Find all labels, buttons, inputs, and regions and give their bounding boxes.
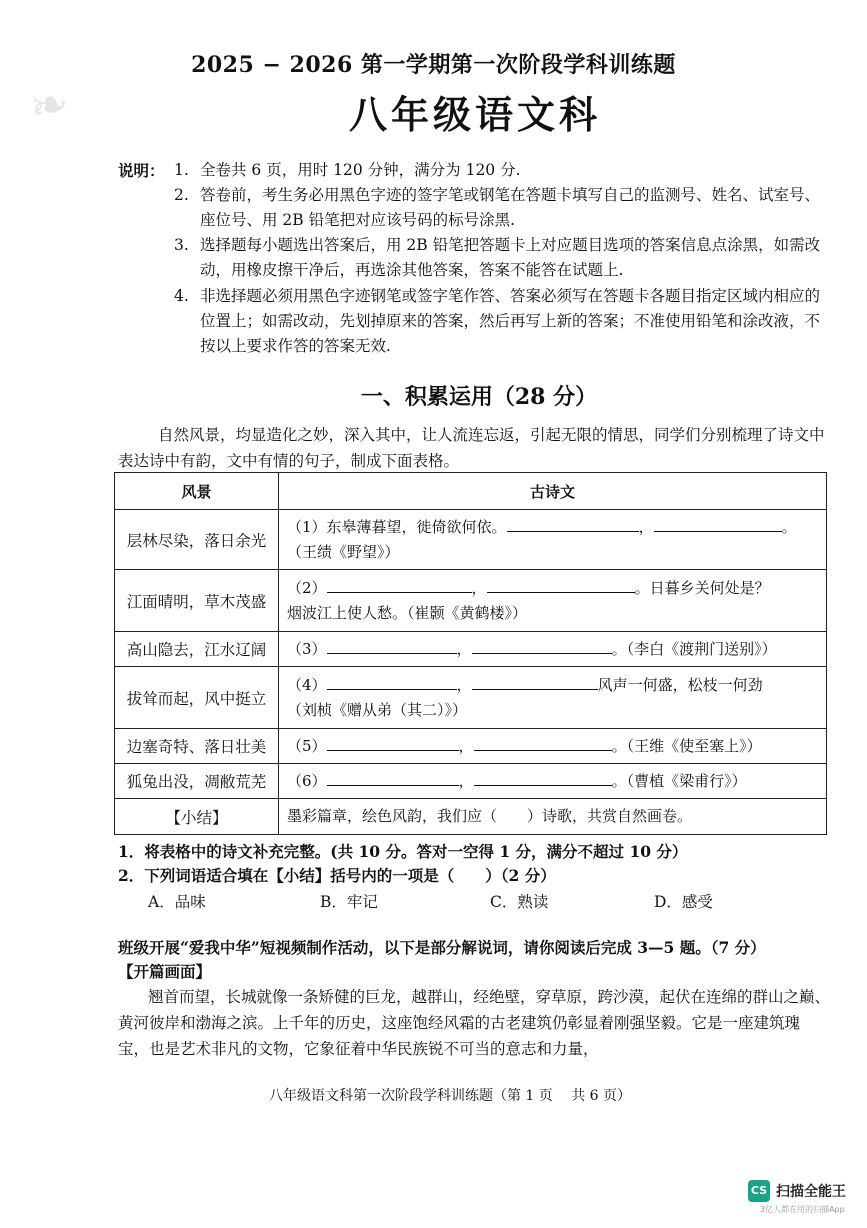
reading-subtitle: 【开篇画面】 [118, 962, 212, 981]
option-c[interactable]: C．熟读 [490, 893, 549, 911]
poem-cell [279, 632, 827, 667]
poem-punctuation: ， [456, 639, 472, 658]
instruction-text: 答卷前，考生务必用黑色字迹的签字笔或钢笔在答题卡填写自己的监测号、姓名、试室号、座位号、用 2B 铅笔把对应该号码的标号涂黑. [200, 186, 821, 229]
poem-text: 。日暮乡关何处是？ [634, 578, 770, 597]
answer-blank[interactable] [487, 591, 635, 593]
page-footer: 八年级语文科第一次阶段学科训练题（第 1 页 共 6 页） [268, 1088, 632, 1104]
answer-blank[interactable] [474, 749, 612, 751]
instruction-text: 全卷共 6 页，用时 120 分钟，满分为 120 分. [200, 161, 521, 179]
answer-blank[interactable] [327, 591, 472, 593]
option-d[interactable]: D．感受 [654, 893, 713, 911]
section-intro: 自然风景，均显造化之妙，深入其中，让人流连忘返，引起无限的情思，同学们分别梳理了诗文中表达诗中有韵，文中有情的句子，制成下面表格。 [118, 426, 825, 470]
poem-cell [279, 667, 827, 729]
table-row [115, 764, 827, 799]
scene-cell: 高山隐去，江水辽阔 [115, 632, 279, 667]
poem-source: 烟波江上使人愁。（崔颢《黄鹤楼》） [287, 603, 528, 622]
poem-punctuation: ， [458, 771, 474, 790]
poem-cell [279, 570, 827, 632]
question-2: 2．下列词语适合填在【小结】括号内的一项是（ ）（2 分） [118, 866, 556, 885]
instruction-number: 1. [174, 161, 189, 179]
answer-blank[interactable] [472, 688, 598, 690]
instructions-lead: 说明： [118, 161, 165, 180]
reading-passage: 翘首而望，长城就像一条矫健的巨龙，越群山，经绝壁，穿草原，跨沙漠，起伏在连绵的群山之巅、黄河彼岸和渤海之滨。上千年的历史，这座饱经风霜的古老建筑仍彰显着刚强坚毅。它是一座建筑瑰宝，也是艺术非凡的文物，它象征着中华民族锐不可当的意志和力量， [118, 988, 831, 1058]
instruction-item [174, 158, 834, 183]
column-header: 风景 [115, 473, 279, 510]
item-number: （5） [287, 736, 327, 755]
reading-lead: 班级开展“爱我中华”短视频制作活动，以下是部分解说词，请你阅读后完成 3—5 题。（7 分） [118, 938, 766, 957]
poem-cell [279, 510, 827, 570]
poem-punctuation: ， [456, 675, 472, 694]
instruction-text: 选择题每小题选出答案后，用 2B 铅笔把答题卡上对应题目选项的答案信息点涂黑，如需改动，用橡皮擦干净后，再选涂其他答案，答案不能答在试题上. [200, 236, 821, 279]
answer-blank[interactable] [472, 652, 612, 654]
poem-source: （刘桢《赠从弟（其二）》） [287, 700, 468, 719]
table-header-row [115, 473, 827, 510]
answer-blank[interactable] [327, 688, 457, 690]
section-title: 一、积累运用（28 分） [360, 384, 598, 410]
summary-text: 墨彩篇章，绘色风韵，我们应（ ）诗歌，共赏自然画卷。 [279, 799, 827, 835]
item-number: （3） [287, 639, 327, 658]
scanner-logo-icon: CS [748, 1180, 770, 1202]
poem-punctuation: ， [471, 578, 487, 597]
instruction-number: 4. [174, 287, 189, 305]
poem-punctuation: ， [638, 517, 654, 536]
answer-blank[interactable] [474, 784, 612, 786]
poem-table [114, 472, 827, 835]
column-header: 古诗文 [279, 473, 827, 510]
poem-source: 。（曹植《梁甫行》） [611, 771, 747, 790]
poem-cell [279, 729, 827, 764]
scene-cell: 江面晴明，草木茂盛 [115, 570, 279, 632]
table-row [115, 510, 827, 570]
answer-blank[interactable] [327, 652, 457, 654]
poem-cell [279, 764, 827, 799]
poem-text: 风声一何盛，松枝一何劲 [597, 675, 763, 694]
item-number: （6） [287, 771, 327, 790]
poem-source: 。（李白《渡荆门送别》） [611, 639, 777, 658]
instruction-number: 2. [174, 186, 189, 204]
answer-blank[interactable] [507, 530, 639, 532]
answer-blank[interactable] [327, 749, 459, 751]
poem-source: 。（王维《使至塞上》） [611, 736, 762, 755]
instruction-item [174, 183, 834, 233]
table-row [115, 632, 827, 667]
summary-row [115, 799, 827, 835]
scene-cell: 边塞奇特、落日壮美 [115, 729, 279, 764]
poem-punctuation: 。 [781, 517, 797, 536]
poem-punctuation: ， [458, 736, 474, 755]
scene-cell: 拔耸而起，风中挺立 [115, 667, 279, 729]
instruction-item [174, 284, 834, 359]
option-b[interactable]: B．牢记 [320, 893, 378, 911]
answer-blank[interactable] [327, 784, 459, 786]
option-a[interactable]: A．品味 [148, 893, 206, 911]
poem-text: 东皋薄暮望，徙倚欲何依。 [326, 517, 507, 536]
item-number: （1） [287, 517, 327, 536]
table-row [115, 667, 827, 729]
exam-title: 2025 − 2026 第一学期第一次阶段学科训练题 [191, 52, 676, 78]
instruction-item [174, 233, 834, 283]
subject-title: 八年级语文科 [348, 92, 601, 137]
scene-cell: 层林尽染，落日余光 [115, 510, 279, 570]
item-number: （4） [287, 675, 327, 694]
scanner-app-name: 扫描全能王 [776, 1184, 846, 1200]
instruction-number: 3. [174, 236, 189, 254]
answer-blank[interactable] [654, 530, 782, 532]
faint-handwriting-mark: ❧ [24, 74, 74, 136]
question-1: 1．将表格中的诗文补充完整。(共 10 分。答对一空得 1 分，满分不超过 10 分） [118, 842, 688, 861]
instruction-text: 非选择题必须用黑色字迹钢笔或签字笔作答、答案必须写在答题卡各题目指定区域内相应的位置上；如需改动，先划掉原来的答案，然后再写上新的答案；不准使用铅笔和涂改液，不按以上要求作答的答案无效. [200, 287, 821, 355]
summary-label: 【小结】 [115, 799, 279, 835]
item-number: （2） [287, 578, 327, 597]
table-row [115, 570, 827, 632]
poem-source: （王绩《野望》） [287, 542, 400, 561]
scene-cell: 狐兔出没，凋敝荒芜 [115, 764, 279, 799]
scanner-tagline: 3亿人都在用的扫描App [760, 1205, 845, 1214]
table-row [115, 729, 827, 764]
